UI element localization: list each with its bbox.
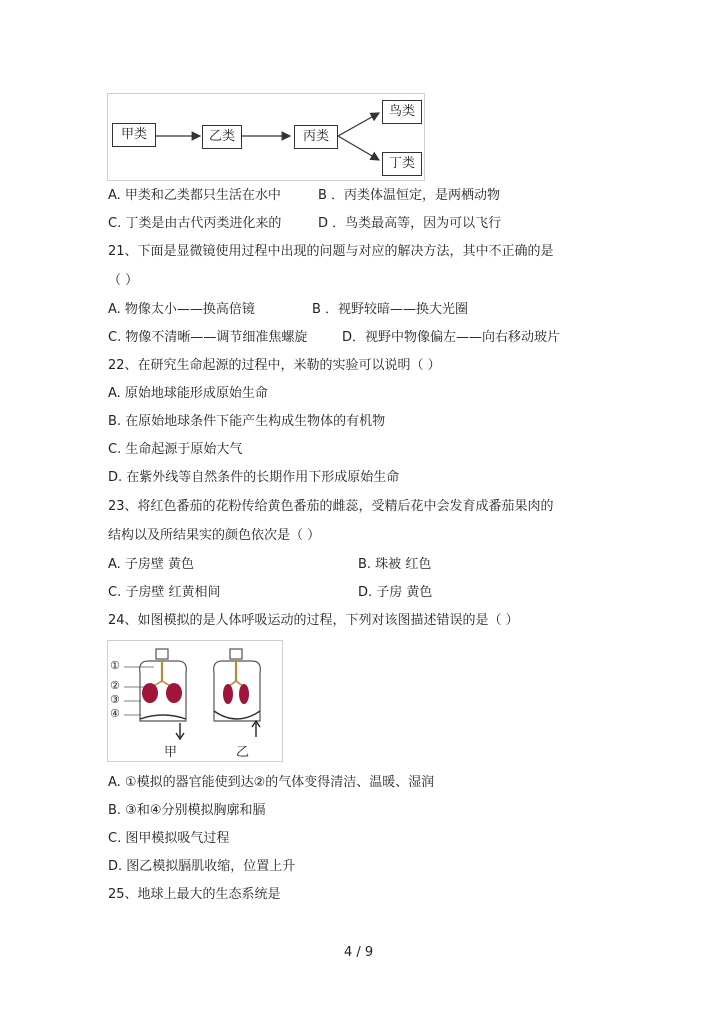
q20-option-b: B ．丙类体温恒定，是两栖动物 <box>318 188 501 203</box>
caption-yi: 乙 <box>236 745 250 760</box>
q24-option-a: A. ①模拟的器官能使到达②的气体变得清洁、温暖、湿润 <box>108 775 435 790</box>
caption-jia: 甲 <box>164 745 178 760</box>
jar-yi <box>214 649 261 737</box>
q24-option-c: C. 图甲模拟吸气过程 <box>108 831 230 846</box>
breathing-model-figure <box>107 640 283 762</box>
page-number: 4 / 9 <box>344 945 374 960</box>
label-2: ② <box>110 679 120 692</box>
q24-stem: 24、如图模拟的是人体呼吸运动的过程，下列对该图描述错误的是（ ） <box>108 613 519 628</box>
q23-option-d: D. 子房 黄色 <box>358 585 433 600</box>
label-3: ③ <box>110 693 120 706</box>
jar-jia <box>140 649 187 739</box>
q23-stem-line2: 结构以及所结果实的颜色依次是（ ） <box>108 528 321 543</box>
q21-stem: 21、下面是显微镜使用过程中出现的问题与对应的解决方法，其中不正确的是 <box>108 244 554 259</box>
q25-stem: 25、地球上最大的生态系统是 <box>108 887 281 902</box>
q20-option-d: D ．鸟类最高等，因为可以飞行 <box>318 216 502 231</box>
q21-blank: （ ） <box>108 273 139 288</box>
node-bing: 丙类 <box>294 125 338 149</box>
q23-option-c: C. 子房壁 红黄相间 <box>108 585 221 600</box>
arrow-bing-ding <box>338 136 379 160</box>
q22-option-b: B. 在原始地球条件下能产生构成生物体的有机物 <box>108 414 386 429</box>
node-ding: 丁类 <box>382 152 422 176</box>
label-1: ① <box>110 659 120 672</box>
classification-flow-diagram <box>107 93 425 181</box>
arrow-bing-niao <box>338 113 379 136</box>
q21-option-c: C. 物像不清晰——调节细准焦螺旋 <box>108 330 308 345</box>
node-niao: 鸟类 <box>382 100 422 124</box>
label-4: ④ <box>110 707 120 720</box>
q21-option-b: B ．视野较暗——换大光圈 <box>312 302 469 317</box>
q23-stem-line1: 23、将红色番茄的花粉传给黄色番茄的雌蕊，受精后花中会发育成番茄果肉的 <box>108 499 554 514</box>
q20-option-a: A. 甲类和乙类都只生活在水中 <box>108 188 281 203</box>
q22-stem: 22、在研究生命起源的过程中，米勒的实验可以说明（ ） <box>108 358 441 373</box>
q20-option-c: C. 丁类是由古代丙类进化来的 <box>108 216 282 231</box>
q22-option-d: D. 在紫外线等自然条件的长期作用下形成原始生命 <box>108 470 400 485</box>
q21-option-a: A. 物像太小——换高倍镜 <box>108 302 255 317</box>
q23-option-a: A. 子房壁 黄色 <box>108 557 195 572</box>
node-jia: 甲类 <box>112 123 156 147</box>
node-yi: 乙类 <box>202 125 242 149</box>
q24-option-b: B. ③和④分别模拟胸廓和膈 <box>108 803 266 818</box>
q22-option-a: A. 原始地球能形成原始生命 <box>108 386 268 401</box>
bell-jar-diagram <box>108 641 282 761</box>
q22-option-c: C. 生命起源于原始大气 <box>108 442 243 457</box>
q21-option-d: D．视野中物像偏左——向右移动玻片 <box>342 330 561 345</box>
q23-option-b: B. 珠被 红色 <box>358 557 432 572</box>
q24-option-d: D. 图乙模拟膈肌收缩，位置上升 <box>108 859 296 874</box>
